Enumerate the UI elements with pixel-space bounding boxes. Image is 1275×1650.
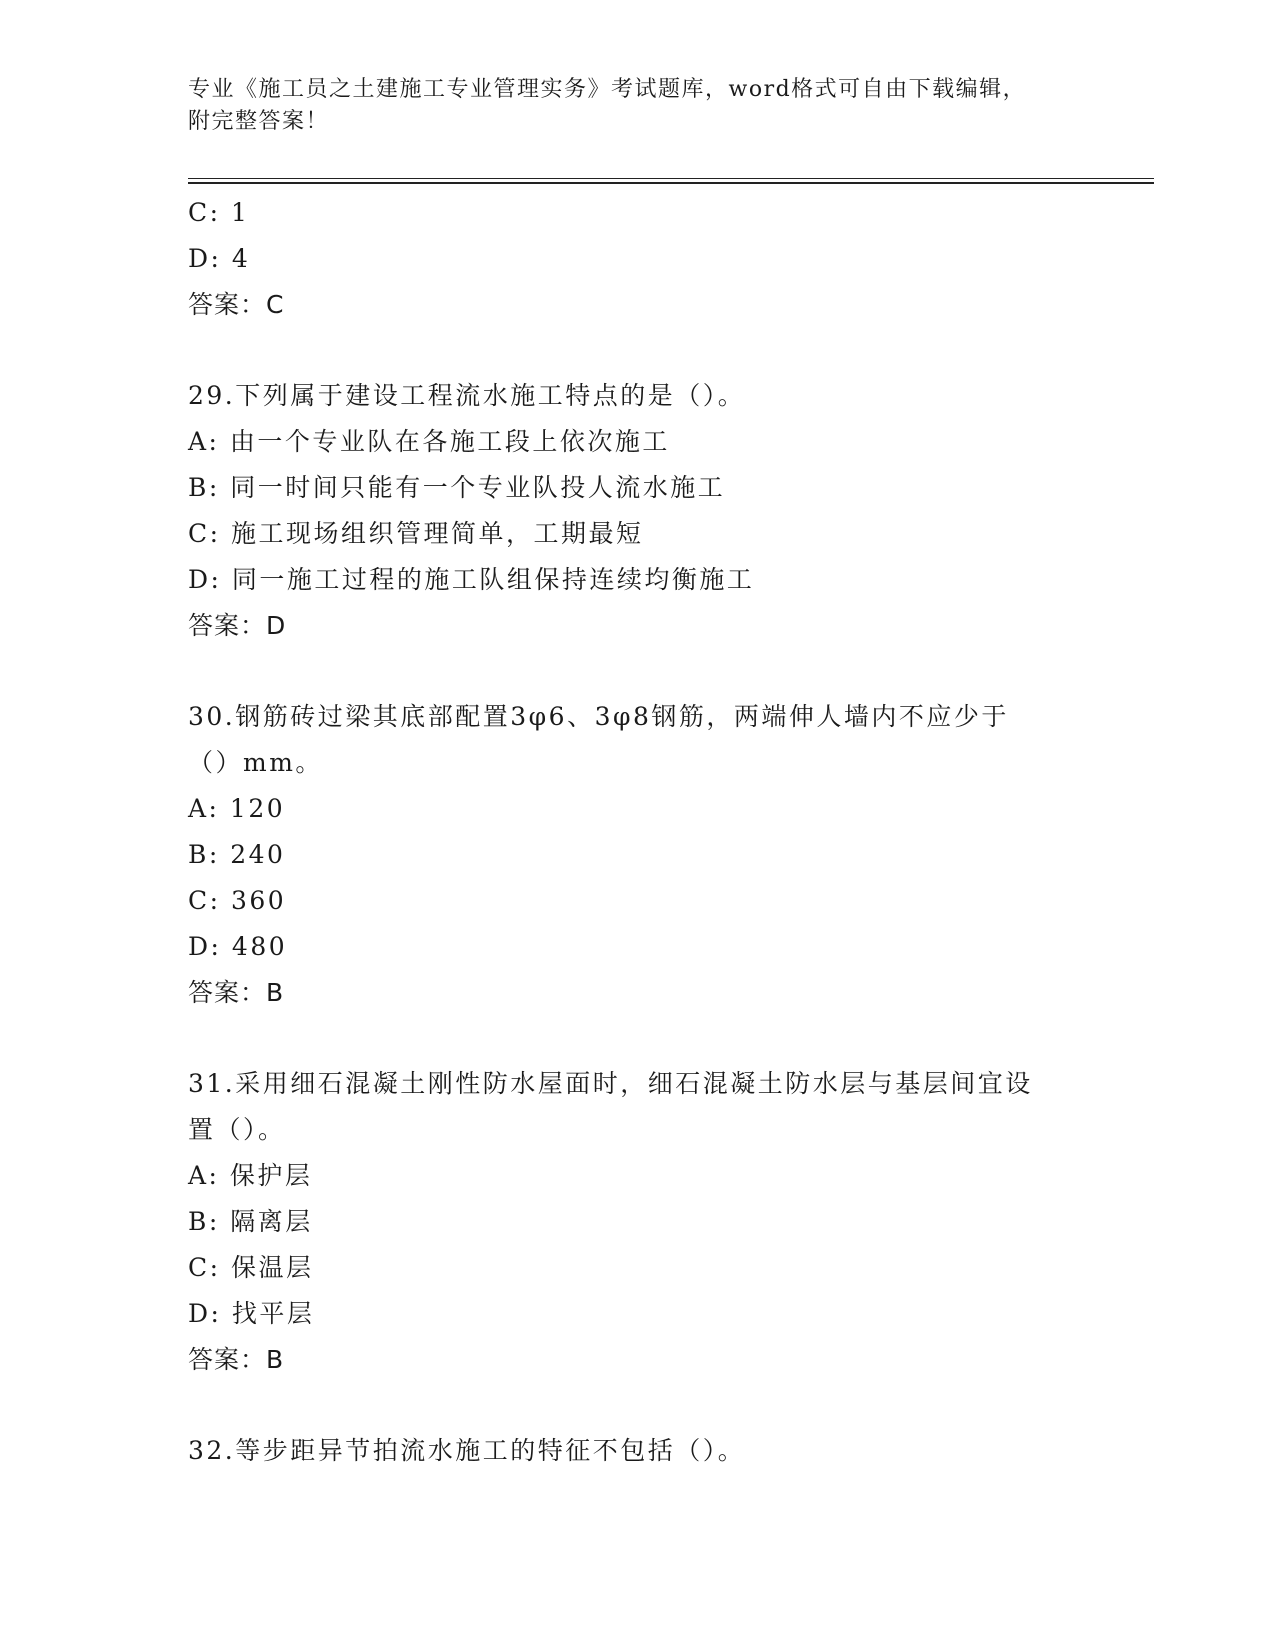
option-b: B: 隔离层	[188, 1207, 313, 1236]
question-28-tail	[188, 190, 1088, 328]
option-a: A: 保护层	[188, 1161, 313, 1190]
question-31	[188, 1061, 1088, 1383]
answer-label: 答案：B	[188, 1345, 285, 1374]
header-divider-thick	[188, 182, 1154, 184]
question-30	[188, 694, 1088, 1016]
option-d: D: 找平层	[188, 1299, 315, 1328]
question-stem-line-1: 30.钢筋砖过梁其底部配置3φ6、3φ8钢筋，两端伸人墙内不应少于	[188, 702, 1009, 731]
option-c: C: 施工现场组织管理简单，工期最短	[188, 519, 644, 548]
option-d: D: 同一施工过程的施工队组保持连续均衡施工	[188, 565, 755, 594]
option-a: A: 由一个专业队在各施工段上依次施工	[188, 427, 670, 456]
option-c: C: 1	[188, 198, 250, 227]
answer-label: 答案：B	[188, 978, 285, 1007]
header-divider-thin	[188, 178, 1154, 179]
header-line-1: 专业《施工员之土建施工专业管理实务》考试题库，word格式可自由下载编辑，	[188, 77, 1027, 102]
question-list	[188, 190, 1088, 1474]
option-b: B: 240	[188, 840, 286, 869]
question-stem-line-2: （）mm。	[188, 748, 323, 777]
question-stem-line-1: 31.采用细石混凝土刚性防水屋面时，细石混凝土防水层与基层间宜设	[188, 1069, 1033, 1098]
option-b: B: 同一时间只能有一个专业队投人流水施工	[188, 473, 726, 502]
question-stem: 29.下列属于建设工程流水施工特点的是（）。	[188, 381, 746, 410]
question-stem: 32.等步距异节拍流水施工的特征不包括（）。	[188, 1436, 746, 1465]
option-d: D: 4	[188, 244, 251, 273]
answer-label: 答案：C	[188, 290, 285, 319]
header-line-2: 附完整答案！	[188, 109, 330, 134]
question-stem-line-2: 置（）。	[188, 1115, 286, 1144]
option-c: C: 保温层	[188, 1253, 314, 1282]
option-c: C: 360	[188, 886, 287, 915]
option-d: D: 480	[188, 932, 288, 961]
option-a: A: 120	[188, 794, 286, 823]
question-29	[188, 373, 1088, 649]
document-header	[188, 74, 1088, 138]
question-32	[188, 1428, 1088, 1474]
answer-label: 答案：D	[188, 611, 287, 640]
